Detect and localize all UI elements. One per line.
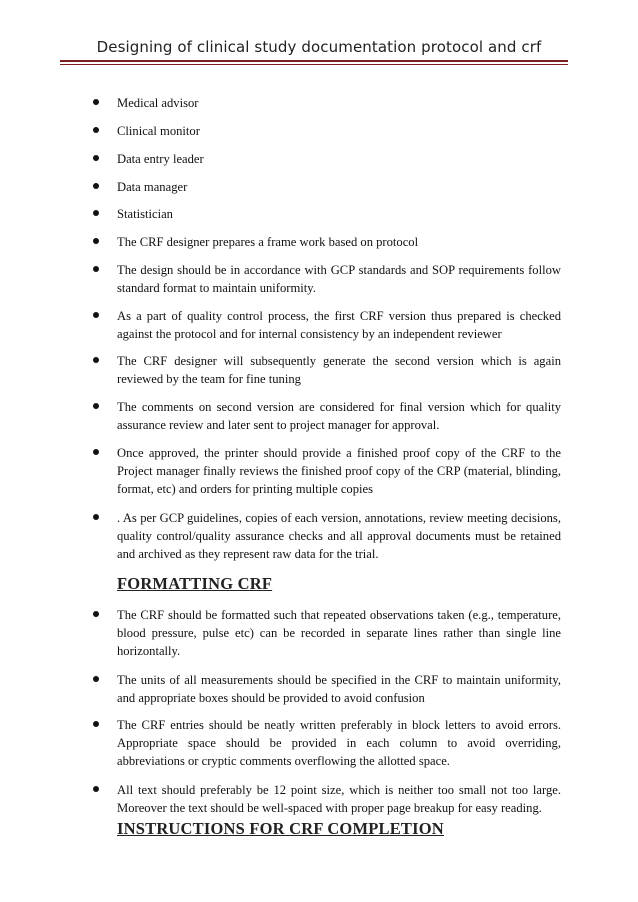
list-item-text: Once approved, the printer should provide a finished proof copy of the CRF to the Project manager finally reviews the finished proof copy of the CRP (material, blinding, format, etc) and orders for printing multiple copies <box>117 446 561 496</box>
list-item-text: Medical advisor <box>117 96 199 110</box>
list-item-text: The CRF designer prepares a frame work based on protocol <box>117 235 419 249</box>
list-item-text: Statistician <box>117 207 173 221</box>
section-heading-instructions: INSTRUCTIONS FOR CRF COMPLETION <box>117 819 444 838</box>
bullet-icon <box>93 786 99 792</box>
list-item-text: Data entry leader <box>117 152 204 166</box>
list-item-text: . As per GCP guidelines, copies of each version, annotations, review meeting decisions, quality control/quality assurance checks and all approval documents must be retained and archived as they represent raw data for the trial. <box>117 511 561 561</box>
list-item-text: The comments on second version are considered for final version which for quality assurance review and later sent to project manager for approval. <box>117 400 561 432</box>
list-item-text: Data manager <box>117 180 188 194</box>
list-item-text: As a part of quality control process, the first CRF version thus prepared is checked against the protocol and for internal consistency by an independent reviewer <box>117 309 561 341</box>
bullet-icon <box>93 721 99 727</box>
list-item-text: The units of all measurements should be specified in the CRF to maintain uniformity, and appropriate boxes should be provided to avoid confusion <box>117 673 561 705</box>
bullet-icon <box>93 676 99 682</box>
bullet-icon <box>93 611 99 617</box>
page-header-title: Designing of clinical study documentation protocol and crf <box>96 38 542 56</box>
list-item-text: The CRF entries should be neatly written preferably in block letters to avoid errors. Appropriate space should be provided in each column to avoid overriding, abbreviations or cryptic comments overflowing the allotted space. <box>117 718 561 768</box>
list-item-text: Clinical monitor <box>117 124 200 138</box>
list-item-text: All text should preferably be 12 point size, which is neither too small not too large. Moreover the text should be well-spaced with proper page breakup for easy reading. <box>117 783 561 815</box>
list-item-text: The CRF designer will subsequently generate the second version which is again reviewed by the team for fine tuning <box>117 354 561 386</box>
section-heading-formatting: FORMATTING CRF <box>117 574 273 593</box>
list-item-text: The CRF should be formatted such that repeated observations taken (e.g., temperature, blood pressure, pulse etc) can be recorded in separate lines rather than single line horizontally. <box>117 608 561 658</box>
list-item-text: The design should be in accordance with GCP standards and SOP requirements follow standard format to maintain uniformity. <box>117 263 561 295</box>
